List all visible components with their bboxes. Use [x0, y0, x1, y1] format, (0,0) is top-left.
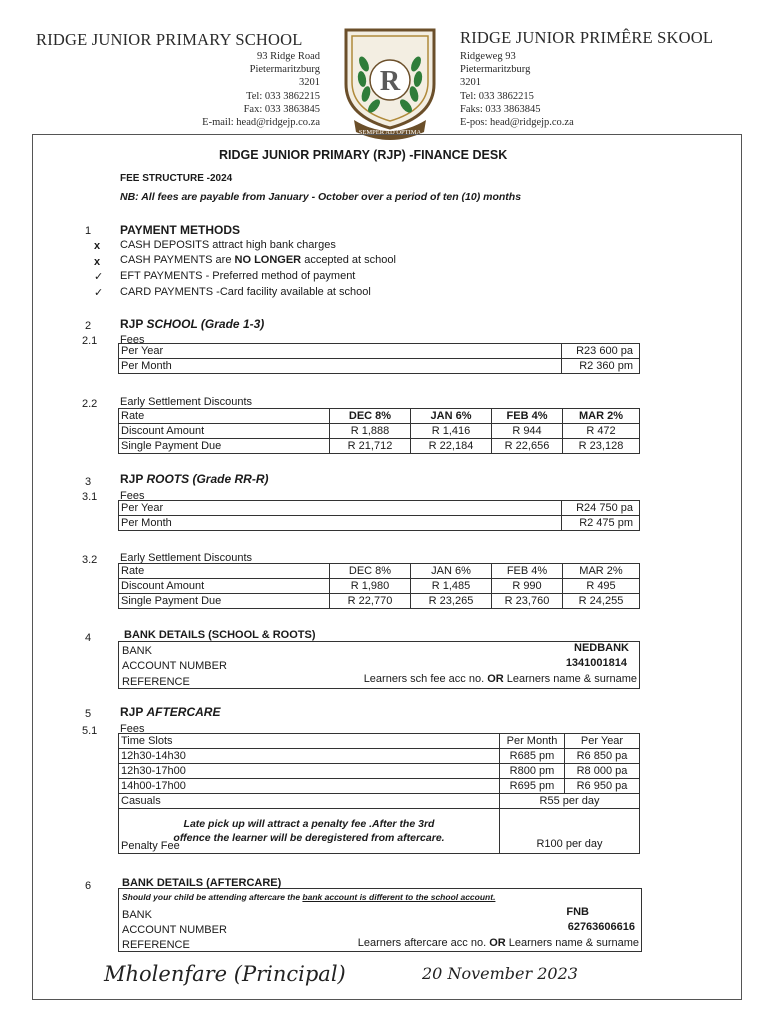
- table-row: [119, 359, 640, 374]
- table-row: [119, 516, 640, 531]
- checkmark-icon: ✓: [94, 271, 104, 283]
- header-cell: MAR 2%: [563, 409, 640, 424]
- penalty-note-line: offence the learner will be deregistered from aftercare.: [173, 832, 445, 844]
- table-row: [119, 809, 640, 854]
- fax-line: Fax: 033 3863845: [243, 103, 320, 115]
- casuals-value-cell: R55 per day: [500, 794, 640, 809]
- fees-label: Fees: [120, 490, 145, 502]
- subsection-number: 2.1: [82, 335, 98, 347]
- reference-or: OR: [489, 937, 506, 949]
- table-cell: R8 000 pa: [565, 764, 640, 779]
- school-name-english: RIDGE JUNIOR PRIMARY SCHOOL: [36, 30, 303, 49]
- table-row: [119, 764, 640, 779]
- school-name-afrikaans: RIDGE JUNIOR PRIMÊRE SKOOL: [460, 28, 714, 47]
- account-number-label: ACCOUNT NUMBER: [122, 924, 227, 936]
- row-label-cell: Single Payment Due: [119, 439, 330, 454]
- address-line: Ridgeweg 93: [460, 51, 516, 62]
- item-text: CARD PAYMENTS -Card facility available at school: [120, 286, 371, 298]
- bank-details-box: [118, 641, 640, 689]
- section-heading-roots: [120, 472, 268, 486]
- payment-method-item: [120, 270, 355, 282]
- header-cell: DEC 8%: [330, 409, 411, 424]
- section-number: 2: [85, 320, 92, 332]
- payment-method-item: [120, 254, 396, 266]
- payment-method-item: [120, 239, 336, 251]
- item-emphasis: NO LONGER: [234, 254, 302, 266]
- section-number: 1: [85, 225, 92, 237]
- casuals-label-cell: Casuals: [119, 794, 500, 809]
- school-crest: [340, 24, 440, 140]
- table-cell: R 21,712: [330, 439, 411, 454]
- document-title: RIDGE JUNIOR PRIMARY (RJP) -FINANCE DESK: [219, 148, 508, 162]
- bank-label: BANK: [122, 645, 152, 657]
- table-cell: R 22,770: [330, 594, 411, 609]
- time-slot-cell: 14h00-17h00: [119, 779, 500, 794]
- heading-part: RJP: [120, 472, 147, 486]
- item-text: CASH DEPOSITS attract high bank charges: [120, 239, 336, 251]
- school-address-english: [202, 50, 320, 129]
- reference-text: Learners aftercare acc no.: [357, 937, 490, 949]
- table-cell: R685 pm: [500, 749, 565, 764]
- table-cell: R 1,888: [330, 424, 411, 439]
- discount-label: Early Settlement Discounts: [120, 396, 253, 408]
- fees-label: Fees: [120, 723, 145, 735]
- table-cell: R 23,265: [411, 594, 492, 609]
- roots-discount-table: [118, 563, 640, 609]
- note-emphasis: bank account is different to the school account.: [302, 892, 496, 902]
- section-number: 5: [85, 708, 92, 720]
- table-row: [119, 734, 640, 749]
- penalty-note-line: Late pick up will attract a penalty fee .After the 3rd: [183, 818, 435, 830]
- heading-part: SCHOOL: [146, 317, 198, 331]
- address-line: 93 Ridge Road: [257, 51, 320, 62]
- reference-value: [364, 673, 637, 685]
- penalty-cell: [119, 809, 500, 854]
- heading-part: (Grade 1-3): [197, 317, 265, 331]
- account-number: 62763606616: [567, 921, 635, 933]
- fees-label: Fees: [120, 334, 145, 346]
- roots-fees-table: [118, 500, 640, 531]
- fee-label-cell: Per Year: [119, 344, 562, 359]
- table-row: [119, 564, 640, 579]
- address-line: 3201: [460, 77, 481, 89]
- table-cell: R695 pm: [500, 779, 565, 794]
- header-cell: Per Month: [500, 734, 565, 749]
- table-row: [119, 439, 640, 454]
- header-cell: FEB 4%: [492, 564, 563, 579]
- table-cell: R6 850 pa: [565, 749, 640, 764]
- header-cell: Per Year: [565, 734, 640, 749]
- header-cell: Time Slots: [119, 734, 500, 749]
- reference-or: OR: [487, 673, 504, 685]
- reference-text: Learners name & surname: [505, 937, 639, 949]
- fee-label-cell: Per Month: [119, 359, 562, 374]
- reference-value: [358, 937, 639, 949]
- penalty-fee-label: Penalty Fee: [121, 840, 180, 852]
- table-cell: R 495: [563, 579, 640, 594]
- aftercare-bank-box: [118, 888, 642, 952]
- subsection-number: 5.1: [82, 725, 98, 737]
- subsection-number: 3.2: [82, 554, 98, 566]
- note-text: Should your child be attending aftercare the: [122, 892, 303, 902]
- table-cell: R 472: [563, 424, 640, 439]
- row-label-cell: Discount Amount: [119, 579, 330, 594]
- table-cell: R 22,656: [492, 439, 563, 454]
- table-cell: R 22,184: [411, 439, 492, 454]
- row-label-cell: Discount Amount: [119, 424, 330, 439]
- table-cell: R 23,760: [492, 594, 563, 609]
- table-row: [119, 424, 640, 439]
- penalty-note: [119, 817, 499, 845]
- signature-date: 20 November 2023: [422, 964, 578, 983]
- heading-part: AFTERCARE: [146, 705, 221, 719]
- header-cell: JAN 6%: [411, 409, 492, 424]
- fee-value-cell: R2 360 pm: [562, 359, 640, 374]
- phone-line: Tel: 033 3862215: [246, 90, 320, 102]
- school-discount-table: [118, 408, 640, 454]
- address-line: Pietermaritzburg: [460, 64, 531, 76]
- reference-label: REFERENCE: [122, 676, 190, 688]
- discount-label: Early Settlement Discounts: [120, 552, 253, 564]
- fee-value-cell: R24 750 pa: [562, 501, 640, 516]
- school-fees-table: [118, 343, 640, 374]
- checkmark-icon: ✓: [94, 287, 104, 299]
- cross-icon: x: [94, 256, 101, 268]
- subsection-number: 3.1: [82, 491, 98, 503]
- section-heading-bank-school: BANK DETAILS (SCHOOL & ROOTS): [124, 629, 316, 641]
- bank-name: NEDBANK: [574, 642, 629, 654]
- table-row: [119, 594, 640, 609]
- header-cell: FEB 4%: [492, 409, 563, 424]
- account-number-label: ACCOUNT NUMBER: [122, 660, 227, 672]
- item-text: CASH PAYMENTS are: [120, 254, 235, 266]
- table-row: [119, 501, 640, 516]
- reference-text: Learners sch fee acc no.: [363, 673, 488, 685]
- item-text: EFT PAYMENTS - Preferred method of payment: [120, 270, 356, 282]
- fee-value-cell: R23 600 pa: [562, 344, 640, 359]
- fax-line: Faks: 033 3863845: [460, 103, 541, 115]
- header-cell: Rate: [119, 409, 330, 424]
- payment-method-item: [120, 286, 371, 298]
- table-cell: R 1,980: [330, 579, 411, 594]
- time-slot-cell: 12h30-14h30: [119, 749, 500, 764]
- aftercare-bank-note: [122, 892, 495, 902]
- header-cell: Rate: [119, 564, 330, 579]
- penalty-value-cell: R100 per day: [500, 809, 640, 854]
- account-number: 1341001814: [565, 657, 627, 669]
- table-row: [119, 344, 640, 359]
- section-number: 4: [85, 632, 92, 644]
- address-line: 3201: [299, 77, 320, 89]
- table-row: [119, 579, 640, 594]
- fee-label-cell: Per Year: [119, 501, 562, 516]
- section-number: 6: [85, 880, 92, 892]
- heading-part: ROOTS: [146, 472, 190, 486]
- crest-motto: SEMPER AD OPTIMA: [358, 129, 422, 136]
- section-number: 3: [85, 476, 92, 488]
- header-cell: MAR 2%: [563, 564, 640, 579]
- table-cell: R 1,416: [411, 424, 492, 439]
- section-heading-payment-methods: PAYMENT METHODS: [120, 223, 241, 237]
- table-row: [119, 779, 640, 794]
- bank-name: FNB: [566, 906, 589, 918]
- section-heading-bank-aftercare: BANK DETAILS (AFTERCARE): [122, 877, 282, 889]
- table-row: [119, 409, 640, 424]
- reference-text: Learners name & surname: [503, 673, 637, 685]
- address-line: Pietermaritzburg: [249, 64, 320, 76]
- table-cell: R 23,128: [563, 439, 640, 454]
- fee-label-cell: Per Month: [119, 516, 562, 531]
- section-heading-aftercare: [120, 705, 220, 719]
- table-row: [119, 749, 640, 764]
- school-address-afrikaans: [460, 50, 574, 129]
- crest-letter: R: [379, 66, 401, 97]
- aftercare-fees-table: [118, 733, 640, 854]
- payment-note: NB: All fees are payable from January - October over a period of ten (10) months: [120, 191, 522, 203]
- fee-structure-label: FEE STRUCTURE -2024: [120, 173, 233, 184]
- principal-signature: Mholenfare (Principal): [104, 962, 346, 986]
- time-slot-cell: 12h30-17h00: [119, 764, 500, 779]
- table-cell: R 990: [492, 579, 563, 594]
- heading-part: RJP: [120, 705, 147, 719]
- table-row: [119, 794, 640, 809]
- subsection-number: 2.2: [82, 398, 98, 410]
- heading-part: RJP: [120, 317, 147, 331]
- reference-label: REFERENCE: [122, 939, 190, 951]
- email-line: E-pos: head@ridgejp.co.za: [460, 117, 574, 129]
- email-line: E-mail: head@ridgejp.co.za: [202, 117, 320, 129]
- fee-value-cell: R2 475 pm: [562, 516, 640, 531]
- item-text: accepted at school: [301, 254, 396, 266]
- phone-line: Tel: 033 3862215: [460, 90, 534, 102]
- section-heading-school: [120, 317, 264, 331]
- header-cell: DEC 8%: [330, 564, 411, 579]
- table-cell: R800 pm: [500, 764, 565, 779]
- header-cell: JAN 6%: [411, 564, 492, 579]
- row-label-cell: Single Payment Due: [119, 594, 330, 609]
- table-cell: R6 950 pa: [565, 779, 640, 794]
- table-cell: R 944: [492, 424, 563, 439]
- table-cell: R 1,485: [411, 579, 492, 594]
- table-cell: R 24,255: [563, 594, 640, 609]
- cross-icon: x: [94, 240, 101, 252]
- bank-label: BANK: [122, 909, 152, 921]
- heading-part: (Grade RR-R): [189, 472, 269, 486]
